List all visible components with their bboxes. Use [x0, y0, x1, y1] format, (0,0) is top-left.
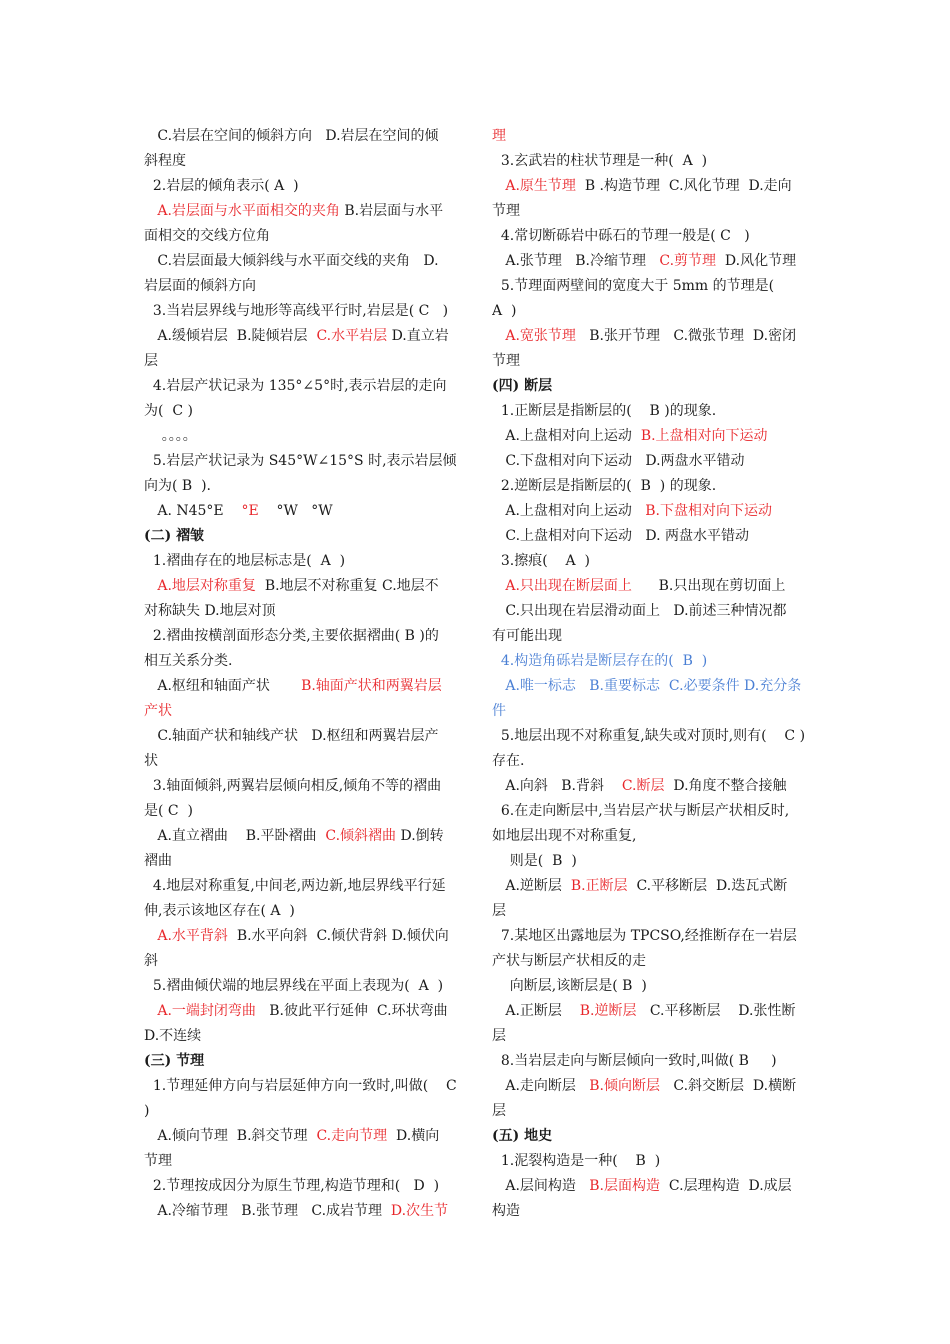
text-line	[492, 224, 808, 249]
text-line	[144, 574, 462, 599]
line-text: 1.褶曲存在的地层标志是( A )	[144, 553, 346, 569]
line-text: 层	[492, 903, 506, 919]
right-column	[492, 124, 808, 1224]
text-line	[492, 899, 808, 924]
left-column	[144, 124, 462, 1224]
text-line	[144, 349, 462, 374]
answer-highlight: A.宽张节理	[505, 328, 576, 344]
line-text: 节理	[144, 1153, 172, 1169]
line-text: 节理	[492, 353, 520, 369]
text-line	[144, 224, 462, 249]
answer-highlight: B.倾向断层	[589, 1078, 661, 1094]
text-line	[492, 749, 808, 774]
text-line	[144, 1174, 462, 1199]
text-line	[144, 724, 462, 749]
line-text: 1.节理延伸方向与岩层延伸方向一致时,叫做( C	[144, 1078, 457, 1094]
blue-text: 件	[492, 703, 506, 719]
line-text	[144, 1003, 157, 1019]
line-text: 相互关系分类.	[144, 653, 233, 669]
line-text: A.走向断层	[492, 1078, 590, 1094]
answer-highlight: A.水平背斜	[157, 928, 228, 944]
line-text: 4.岩层产状记录为 135°∠5°时,表示岩层的走向	[144, 378, 447, 394]
line-text: A.冷缩节理 B.张节理 C.成岩节理	[144, 1203, 391, 1219]
line-text: 构造	[492, 1203, 520, 1219]
text-line	[144, 774, 462, 799]
line-text: 层	[492, 1103, 506, 1119]
line-text: A.向斜 B.背斜	[492, 778, 622, 794]
text-line	[492, 174, 808, 199]
line-text: D.倒转	[396, 828, 444, 844]
text-line	[492, 1149, 808, 1174]
text-line	[144, 149, 462, 174]
text-line	[492, 799, 808, 824]
line-text: A.逆断层	[492, 878, 571, 894]
text-line	[492, 1049, 808, 1074]
text-line	[492, 299, 808, 324]
text-line	[144, 899, 462, 924]
line-text: B.地层不对称重复 C.地层不	[255, 578, 439, 594]
answer-highlight: C.水平岩层	[316, 328, 388, 344]
text-line	[492, 649, 808, 674]
answer-highlight: 产状	[144, 703, 172, 719]
text-line	[492, 349, 808, 374]
line-text: 6.在走向断层中,当岩层产状与断层产状相反时,	[492, 803, 790, 819]
line-text: 2.节理按成因分为原生节理,构造节理和( D )	[144, 1178, 440, 1194]
answer-highlight: C.剪节理	[659, 253, 717, 269]
line-text: 是( C )	[144, 803, 193, 819]
line-text: 3.玄武岩的柱状节理是一种( A )	[492, 153, 708, 169]
line-text: 存在.	[492, 753, 525, 769]
line-text: A.正断层	[492, 1003, 580, 1019]
line-text	[144, 203, 157, 219]
line-text: 斜程度	[144, 153, 186, 169]
text-line	[492, 1074, 808, 1099]
line-text: (四) 断层	[492, 378, 553, 394]
text-line	[492, 1024, 808, 1049]
line-text: 如地层出现不对称重复,	[492, 828, 637, 844]
line-text: 3.擦痕( A )	[492, 553, 590, 569]
line-text: )	[144, 1103, 150, 1119]
line-text: 褶曲	[144, 853, 172, 869]
line-text: A.张节理 B.冷缩节理	[492, 253, 660, 269]
text-line	[492, 574, 808, 599]
text-line	[492, 249, 808, 274]
text-line	[492, 199, 808, 224]
line-text: 5.褶曲倾伏端的地层界线在平面上表现为( A )	[144, 978, 444, 994]
text-line	[144, 174, 462, 199]
line-text: C.平移断层 D.迭瓦式断	[627, 878, 788, 894]
line-text: 3.当岩层界线与地形等高线平行时,岩层是( C )	[144, 303, 449, 319]
text-line	[144, 474, 462, 499]
answer-highlight: B.层面构造	[589, 1178, 661, 1194]
line-text: 7.某地区出露地层为 TPCSO,经推断存在一岩层	[492, 928, 797, 944]
text-line	[144, 1149, 462, 1174]
line-text: D.直立岩	[387, 328, 449, 344]
line-text: 状	[144, 753, 158, 769]
line-text: 2.褶曲按横剖面形态分类,主要依据褶曲( B )的	[144, 628, 439, 644]
text-line	[492, 524, 808, 549]
text-line	[144, 999, 462, 1024]
line-text: C.只出现在岩层滑动面上 D.前述三种情况都	[492, 603, 787, 619]
line-text: 层	[144, 353, 158, 369]
line-text: D.不连续	[144, 1028, 202, 1044]
line-text: 5.地层出现不对称重复,缺失或对顶时,则有( C )	[492, 728, 806, 744]
line-text: 岩层面的倾斜方向	[144, 278, 256, 294]
line-text: C.斜交断层 D.横断	[660, 1078, 797, 1094]
line-text: C.轴面产状和轴线产状 D.枢纽和两翼岩层产	[144, 728, 439, 744]
text-line	[144, 924, 462, 949]
line-text: °W °W	[258, 503, 333, 519]
line-text: 3.轴面倾斜,两翼岩层倾向相反,倾角不等的褶曲	[144, 778, 442, 794]
text-line	[144, 1024, 462, 1049]
line-text: C.岩层在空间的倾斜方向 D.岩层在空间的倾	[144, 128, 439, 144]
line-text: 斜	[144, 953, 158, 969]
line-text: 1.泥裂构造是一种( B )	[492, 1153, 661, 1169]
text-line	[144, 499, 462, 524]
text-line	[144, 549, 462, 574]
line-text: B.岩层面与水平	[339, 203, 444, 219]
text-line	[144, 849, 462, 874]
text-line	[492, 699, 808, 724]
line-text	[492, 578, 505, 594]
text-line	[144, 1099, 462, 1124]
text-line	[492, 999, 808, 1024]
section-heading	[492, 1124, 808, 1149]
line-text: C.上盘相对向下运动 D. 两盘水平错动	[492, 528, 749, 544]
line-text: 面相交的交线方位角	[144, 228, 270, 244]
text-line	[144, 424, 462, 449]
line-text: 节理	[492, 203, 520, 219]
text-line	[492, 674, 808, 699]
text-line	[492, 1174, 808, 1199]
text-line	[144, 674, 462, 699]
answer-highlight: A.岩层面与水平面相交的夹角	[157, 203, 340, 219]
text-line	[492, 849, 808, 874]
text-line	[144, 399, 462, 424]
line-text: C.下盘相对向下运动 D.两盘水平错动	[492, 453, 745, 469]
text-line	[144, 749, 462, 774]
text-line	[492, 449, 808, 474]
line-text: 则是( B )	[492, 853, 577, 869]
text-line	[492, 874, 808, 899]
line-text: D.横向	[387, 1128, 440, 1144]
text-line	[492, 1199, 808, 1224]
line-text: 为( C )	[144, 403, 193, 419]
answer-highlight: C.倾斜褶曲	[325, 828, 397, 844]
text-line	[144, 1199, 462, 1224]
text-line	[144, 274, 462, 299]
section-heading	[144, 1049, 462, 1074]
text-line	[144, 949, 462, 974]
blue-text: 4.构造角砾岩是断层存在的( B )	[492, 653, 708, 669]
text-line	[492, 599, 808, 624]
text-line	[492, 499, 808, 524]
text-line	[144, 599, 462, 624]
line-text: 1.正断层是指断层的( B )的现象.	[492, 403, 717, 419]
line-text: A.缓倾岩层 B.陡倾岩层	[144, 328, 317, 344]
answer-highlight: B.正断层	[570, 878, 628, 894]
text-line	[144, 624, 462, 649]
line-text	[144, 928, 157, 944]
line-text: (三) 节理	[144, 1053, 205, 1069]
line-text: A.倾向节理 B.斜交节理	[144, 1128, 317, 1144]
line-text: 向断层,该断层是( B )	[492, 978, 647, 994]
line-text: 8.当岩层走向与断层倾向一致时,叫做( B )	[492, 1053, 777, 1069]
line-text: 2.逆断层是指断层的( B ) 的现象.	[492, 478, 717, 494]
line-text: 2.岩层的倾角表示( A )	[144, 178, 299, 194]
text-line	[492, 924, 808, 949]
line-text: B.水平向斜 C.倾伏背斜 D.倾伏向	[227, 928, 449, 944]
text-line	[492, 274, 808, 299]
text-line	[492, 124, 808, 149]
line-text: C.岩层面最大倾斜线与水平面交线的夹角 D.	[144, 253, 439, 269]
line-text: A.直立褶曲 B.平卧褶曲	[144, 828, 326, 844]
line-text: A.层间构造	[492, 1178, 590, 1194]
text-line	[492, 824, 808, 849]
text-line	[144, 799, 462, 824]
text-line	[144, 649, 462, 674]
line-text: D.角度不整合接触	[664, 778, 787, 794]
answer-highlight: B.轴面产状和两翼岩层	[301, 678, 442, 694]
line-text: B.彼此平行延伸 C.环状弯曲	[255, 1003, 448, 1019]
answer-highlight: B.下盘相对向下运动	[645, 503, 773, 519]
answer-highlight: B.上盘相对向下运动	[640, 428, 768, 444]
answer-highlight: A.地层对称重复	[157, 578, 256, 594]
answer-highlight: 理	[492, 128, 506, 144]
text-line	[144, 1074, 462, 1099]
answer-highlight: °E	[241, 503, 259, 519]
line-text	[492, 178, 505, 194]
line-text: 伸,表示该地区存在( A )	[144, 903, 295, 919]
line-text: B.张开节理 C.微张节理 D.密闭	[575, 328, 797, 344]
answer-highlight: B.逆断层	[579, 1003, 637, 1019]
line-text: 5.岩层产状记录为 S45°W∠15°S 时,表示岩层倾	[144, 453, 457, 469]
answer-highlight: A.只出现在断层面上	[505, 578, 632, 594]
line-text: 向为( B ).	[144, 478, 212, 494]
text-line	[144, 824, 462, 849]
answer-highlight: D.次生节	[390, 1203, 449, 1219]
text-line	[144, 1124, 462, 1149]
line-text: C.平移断层 D.张性断	[636, 1003, 796, 1019]
line-text: A.上盘相对向上运动	[492, 428, 641, 444]
text-line	[144, 299, 462, 324]
text-line	[144, 324, 462, 349]
blue-text: A.唯一标志 B.重要标志 C.必要条件 D.充分条	[492, 678, 802, 694]
section-heading	[492, 374, 808, 399]
text-line	[492, 974, 808, 999]
line-text: A.枢纽和轴面产状	[144, 678, 302, 694]
text-line	[492, 724, 808, 749]
line-text	[492, 328, 505, 344]
text-line	[144, 874, 462, 899]
text-line	[144, 124, 462, 149]
text-line	[492, 424, 808, 449]
line-text: A. N45°E	[144, 503, 242, 519]
line-text: (五) 地史	[492, 1128, 553, 1144]
line-text: 4.常切断砾岩中砾石的节理一般是( C )	[492, 228, 750, 244]
text-line	[144, 249, 462, 274]
line-text: 对称缺失 D.地层对顶	[144, 603, 276, 619]
line-text: 有可能出现	[492, 628, 562, 644]
line-text: A.上盘相对向上运动	[492, 503, 646, 519]
answer-highlight: A.原生节理	[505, 178, 576, 194]
answer-highlight: C.断层	[621, 778, 665, 794]
line-text	[144, 578, 157, 594]
text-line	[144, 374, 462, 399]
text-line	[144, 974, 462, 999]
text-line	[492, 324, 808, 349]
line-text: D.风化节理	[716, 253, 797, 269]
line-text: B .构造节理 C.风化节理 D.走向	[575, 178, 792, 194]
answer-highlight: A.一端封闭弯曲	[157, 1003, 256, 1019]
text-line	[492, 549, 808, 574]
line-text: 5.节理面两壁间的宽度大于 5mm 的节理是(	[492, 278, 775, 294]
text-line	[492, 774, 808, 799]
answer-highlight: C.走向节理	[316, 1128, 388, 1144]
line-text: 产状与断层产状相反的走	[492, 953, 646, 969]
text-line	[492, 949, 808, 974]
text-line	[144, 699, 462, 724]
text-line	[492, 1099, 808, 1124]
text-line	[144, 449, 462, 474]
line-text: (二) 褶皱	[144, 528, 205, 544]
line-text: B.只出现在剪切面上	[631, 578, 786, 594]
line-text: 层	[492, 1028, 506, 1044]
section-heading	[144, 524, 462, 549]
text-line	[492, 624, 808, 649]
text-line	[492, 149, 808, 174]
text-line	[492, 474, 808, 499]
line-text: 4.地层对称重复,中间老,两边新,地层界线平行延	[144, 878, 446, 894]
line-text: C.层理构造 D.成层	[660, 1178, 792, 1194]
text-line	[492, 399, 808, 424]
line-text: A )	[492, 303, 517, 319]
text-line	[144, 199, 462, 224]
line-text: 。。。。	[144, 428, 197, 444]
